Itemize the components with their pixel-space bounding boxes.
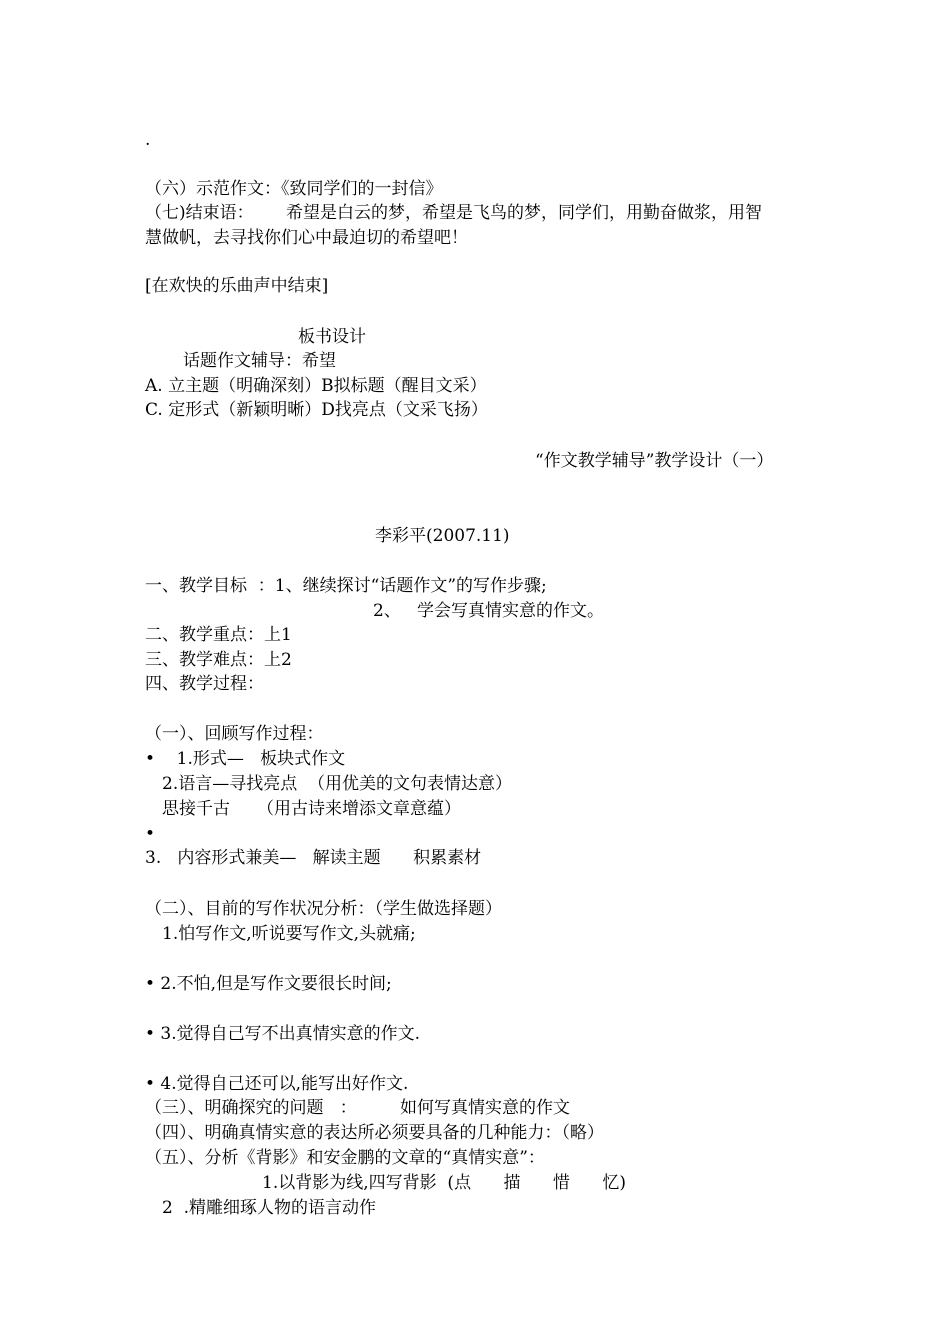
process-heading: 四、教学过程： <box>145 674 264 694</box>
option-3: • 3.觉得自己写不出真情实意的作文. <box>145 1024 421 1044</box>
part-2-heading: （二）、目前的写作状况分析：（学生做选择题） <box>145 899 502 919</box>
part-4-heading: （四）、明确真情实意的表达所必须要具备的几种能力：（略） <box>145 1123 604 1143</box>
part-5-item-1: 1.以背影为线,四写背影 (点 描 惜 忆) <box>262 1173 626 1193</box>
part-5-heading: （五）、分析《背影》和安金鹏的文章的“真情实意”： <box>145 1148 545 1168</box>
part-1-content: 3. 内容形式兼美— 解读主题 积累素材 <box>145 848 482 868</box>
document-title: “作文教学辅导”教学设计（一） <box>535 451 774 471</box>
difficulty-line: 三、教学难点：上2 <box>145 650 292 670</box>
bullet-item: • 1.形式— 板块式作文 <box>145 749 346 769</box>
part-1-classics: 思接千古 （用古诗来增添文章意蕴） <box>162 799 462 819</box>
option-1: 1.怕写作文,听说要写作文,头就痛; <box>162 924 416 944</box>
section-7-closing: （七)结束语： 希望是白云的梦，希望是飞鸟的梦，同学们，用勤奋做浆，用智 <box>145 203 763 223</box>
section-6-model-essay: （六）示范作文：《致同学们的一封信》 <box>145 179 443 199</box>
goal-line-1: 一、教学目标 ：1、继续探讨“话题作文”的写作步骤; <box>145 576 547 596</box>
author-line: 李彩平(2007.11) <box>375 526 510 546</box>
blackboard-line-ab: A. 立主题（明确深刻）B拟标题（醒目文采） <box>145 376 487 396</box>
ending-note: [在欢快的乐曲声中结束] <box>145 276 329 296</box>
bullet-item: • <box>145 824 156 844</box>
part-1-heading: （一）、回顾写作过程： <box>145 724 324 744</box>
blackboard-line-cd: C. 定形式（新颖明晰）D找亮点（文采飞扬） <box>145 400 488 420</box>
option-2: • 2.不怕,但是写作文要很长时间; <box>145 974 392 994</box>
part-1-language: 2.语言—寻找亮点 （用优美的文句表情达意） <box>162 774 513 794</box>
part-3-heading: （三）、明确探究的问题 ： 如何写真情实意的作文 <box>145 1098 570 1118</box>
blackboard-title: 板书设计 <box>298 327 366 347</box>
goal-line-2: 2、 学会写真情实意的作文。 <box>373 601 605 621</box>
section-7-closing-cont: 慧做帆，去寻找你们心中最迫切的希望吧！ <box>145 228 468 248</box>
blackboard-subtitle: 话题作文辅导：希望 <box>183 351 336 371</box>
key-point-line: 二、教学重点：上1 <box>145 625 292 645</box>
option-4: • 4.觉得自己还可以,能写出好作文. <box>145 1074 409 1094</box>
part-5-item-2: 2 .精雕细琢人物的语言动作 <box>162 1198 377 1218</box>
dot-mark: . <box>145 130 151 150</box>
